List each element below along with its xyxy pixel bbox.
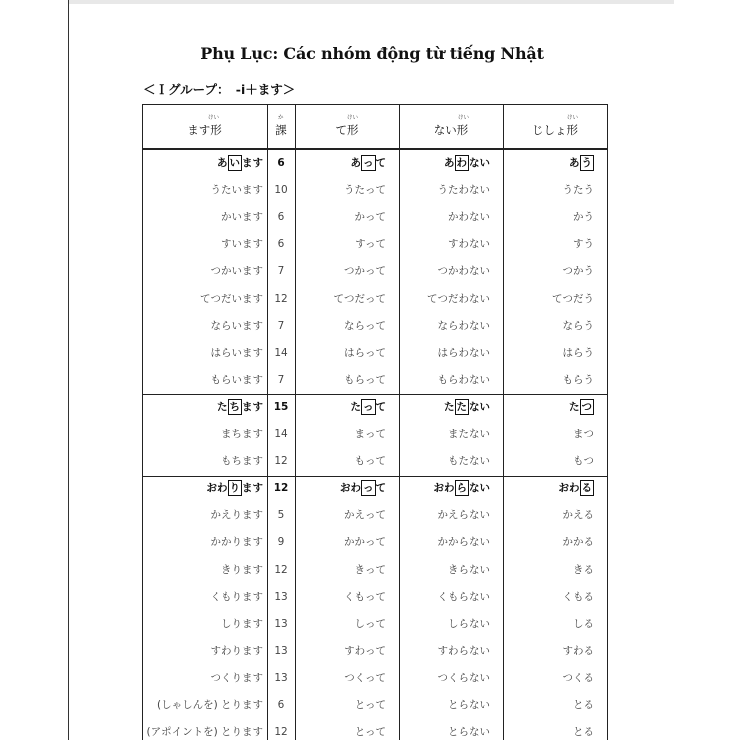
cell-te-form (295, 150, 386, 177)
cell-masu-form: もちます (221, 455, 263, 468)
cell-masu-form (142, 475, 263, 502)
cell-te-form: きって (354, 563, 386, 576)
cell-masu-form: うたいます (210, 184, 263, 197)
cell-lesson: 6 (277, 699, 285, 711)
stem-text: た (569, 400, 580, 413)
header-jisho-form (503, 104, 607, 148)
cell-jisho-form: もつ (573, 455, 594, 468)
header-label: ない形 (433, 123, 469, 137)
cell-lesson: 12 (274, 455, 288, 468)
cell-masu-form: もらいます (210, 373, 263, 386)
cell-jisho-form: きる (573, 563, 594, 576)
stem-text: おわ (558, 482, 580, 495)
ending-text: て (375, 482, 386, 495)
cell-nai-form: つくらない (437, 671, 490, 684)
boxed-kana: っ (363, 157, 374, 169)
header-te-form (295, 104, 399, 148)
cell-jisho-form: とる (573, 726, 594, 739)
table-border-right (607, 104, 608, 740)
boxed-kana: い (229, 157, 240, 169)
cell-lesson: 12 (274, 726, 288, 739)
cell-te-form: つかって (344, 265, 386, 278)
stem-text: あ (217, 157, 228, 169)
cell-jisho-form: とる (573, 699, 594, 711)
cell-te-form (295, 394, 386, 421)
cell-jisho-form: すわる (562, 644, 594, 657)
boxed-kana: わ (456, 157, 467, 169)
cell-te-form: ならって (344, 319, 386, 332)
cell-jisho-form (503, 475, 594, 502)
cell-nai-form: かえらない (437, 509, 490, 522)
cell-jisho-form: てつだう (552, 292, 594, 305)
ending-text: ない (469, 400, 490, 413)
cell-nai-form: つかわない (437, 265, 490, 278)
boxed-kana: る (581, 482, 592, 495)
cell-jisho-form: かう (573, 211, 594, 224)
header-masu-form (142, 104, 267, 148)
cell-jisho-form: かえる (562, 509, 594, 522)
boxed-kana: ち (229, 400, 240, 413)
verb-conjugation-table (142, 104, 608, 740)
cell-masu-form: きります (221, 563, 263, 576)
cell-nai-form: てつだわない (427, 292, 490, 305)
stem-text: た (444, 400, 455, 413)
cell-masu-form: てつだいます (200, 292, 263, 305)
ending-text: ない (469, 157, 490, 169)
cell-jisho-form: くもる (562, 590, 594, 603)
boxed-kana: っ (363, 482, 374, 495)
stem-text: おわ (206, 482, 228, 495)
cell-te-form: もらって (344, 373, 386, 386)
cell-masu-form: かかります (210, 536, 263, 549)
cell-masu-form (142, 394, 263, 421)
cell-te-form: もって (354, 455, 386, 468)
boxed-kana: り (229, 482, 240, 495)
cell-te-form: くもって (344, 590, 386, 603)
cell-lesson: 7 (277, 265, 285, 278)
cell-lesson: 14 (274, 346, 288, 359)
cell-jisho-form: かかる (562, 536, 594, 549)
boxed-kana: た (456, 400, 467, 413)
cell-masu-form: ならいます (210, 319, 263, 332)
cell-lesson: 5 (277, 509, 285, 522)
boxed-kana: っ (363, 400, 374, 413)
cell-masu-form: しります (221, 617, 263, 630)
cell-lesson: 13 (274, 644, 288, 657)
stem-text: た (217, 400, 228, 413)
cell-te-form: しって (354, 617, 386, 630)
cell-nai-form: すわらない (437, 644, 490, 657)
boxed-kana: ら (456, 482, 467, 495)
cell-te-form: うたって (344, 184, 386, 197)
group-subtitle: ＜Ｉグループ： -i＋ます＞ (143, 82, 296, 97)
cell-lesson: 13 (274, 590, 288, 603)
cell-te-form: てつだって (333, 292, 386, 305)
cell-nai-form: きらない (448, 563, 490, 576)
cell-nai-form (399, 394, 490, 421)
cell-te-form: つくって (344, 671, 386, 684)
cell-jisho-form: うたう (562, 184, 594, 197)
cell-lesson: 6 (277, 157, 285, 169)
ending-text: て (375, 157, 386, 169)
header-furigana: けい (208, 115, 220, 121)
cell-masu-form: つくります (210, 671, 263, 684)
cell-nai-form: はらわない (437, 346, 490, 359)
cell-masu-form: (しゃしんを) とります (156, 699, 263, 711)
ending-text: ます (242, 157, 263, 169)
stem-text: あ (569, 157, 580, 169)
cell-nai-form: しらない (448, 617, 490, 630)
header-label: て形 (335, 123, 359, 137)
cell-te-form (295, 475, 386, 502)
cell-masu-form (142, 150, 263, 177)
cell-jisho-form: しる (573, 617, 594, 630)
cell-te-form: かえって (344, 509, 386, 522)
cell-nai-form: くもらない (437, 590, 490, 603)
cell-jisho-form: はらう (562, 346, 594, 359)
ending-text: ない (469, 482, 490, 495)
cell-te-form: とって (354, 726, 386, 739)
stem-text: あ (350, 157, 361, 169)
stem-text: おわ (433, 482, 455, 495)
cell-masu-form: まちます (221, 428, 263, 440)
cell-lesson: 6 (277, 211, 285, 224)
cell-masu-form: すいます (221, 238, 263, 251)
header-lesson (267, 104, 295, 148)
stem-text: た (350, 400, 361, 413)
cell-masu-form: つかいます (210, 265, 263, 278)
cell-jisho-form: つかう (562, 265, 594, 278)
cell-lesson: 6 (277, 238, 285, 251)
cell-lesson: 13 (274, 617, 288, 630)
cell-lesson: 14 (274, 428, 288, 440)
header-nai-form (399, 104, 503, 148)
ending-text: て (375, 400, 386, 413)
header-label: 課 (275, 123, 287, 137)
ending-text: ます (242, 482, 263, 495)
cell-nai-form: かからない (437, 536, 490, 549)
cell-lesson: 9 (277, 536, 285, 549)
cell-nai-form: ならわない (437, 319, 490, 332)
header-furigana: けい (458, 115, 470, 121)
cell-te-form: かって (354, 211, 386, 224)
cell-te-form: すわって (344, 644, 386, 657)
cell-lesson: 12 (274, 292, 288, 305)
cell-nai-form: うたわない (437, 184, 490, 197)
cell-jisho-form (503, 150, 594, 177)
cell-masu-form: かえります (210, 509, 263, 522)
cell-jisho-form (503, 394, 594, 421)
cell-masu-form: すわります (210, 644, 263, 657)
page-left-border (68, 0, 69, 740)
cell-masu-form: はらいます (210, 346, 263, 359)
page-title: Phụ Lục: Các nhóm động từ tiếng Nhật (200, 44, 544, 63)
boxed-kana: う (581, 157, 592, 169)
header-furigana: けい (347, 115, 359, 121)
cell-nai-form: かわない (448, 211, 490, 224)
stem-text: おわ (340, 482, 361, 495)
cell-masu-form: くもります (210, 590, 263, 603)
cell-nai-form: またない (448, 428, 490, 440)
cell-jisho-form: ならう (562, 319, 594, 332)
cell-lesson: 12 (274, 563, 288, 576)
cell-te-form: かかって (344, 536, 386, 549)
ending-text: ます (242, 400, 263, 413)
top-edge-strip (68, 0, 674, 4)
cell-jisho-form: つくる (562, 671, 594, 684)
cell-masu-form: (アポイントを) とります (146, 726, 263, 739)
header-label: じしょ形 (532, 123, 578, 137)
cell-nai-form: とらない (448, 699, 490, 711)
cell-te-form: まって (354, 428, 386, 440)
cell-nai-form: もらわない (437, 373, 490, 386)
boxed-kana: つ (581, 400, 592, 413)
cell-nai-form: もたない (448, 455, 490, 468)
cell-jisho-form: まつ (573, 428, 594, 440)
stem-text: あ (444, 157, 455, 169)
header-label: ます形 (187, 123, 222, 137)
cell-lesson: 10 (274, 184, 288, 197)
cell-masu-form: かいます (221, 211, 263, 224)
cell-nai-form (399, 475, 490, 502)
cell-lesson: 15 (273, 400, 289, 413)
cell-te-form: はらって (344, 346, 386, 359)
header-furigana: けい (567, 115, 579, 121)
header-furigana: か (278, 115, 284, 121)
cell-nai-form: とらない (448, 726, 490, 739)
cell-jisho-form: すう (573, 238, 594, 251)
cell-lesson: 7 (277, 373, 285, 386)
cell-lesson: 7 (277, 319, 285, 332)
cell-jisho-form: もらう (562, 373, 594, 386)
cell-te-form: すって (355, 238, 386, 251)
cell-lesson: 13 (274, 671, 288, 684)
cell-nai-form: すわない (448, 238, 490, 251)
cell-nai-form (399, 150, 490, 177)
cell-lesson: 12 (273, 482, 289, 495)
cell-te-form: とって (354, 699, 386, 711)
